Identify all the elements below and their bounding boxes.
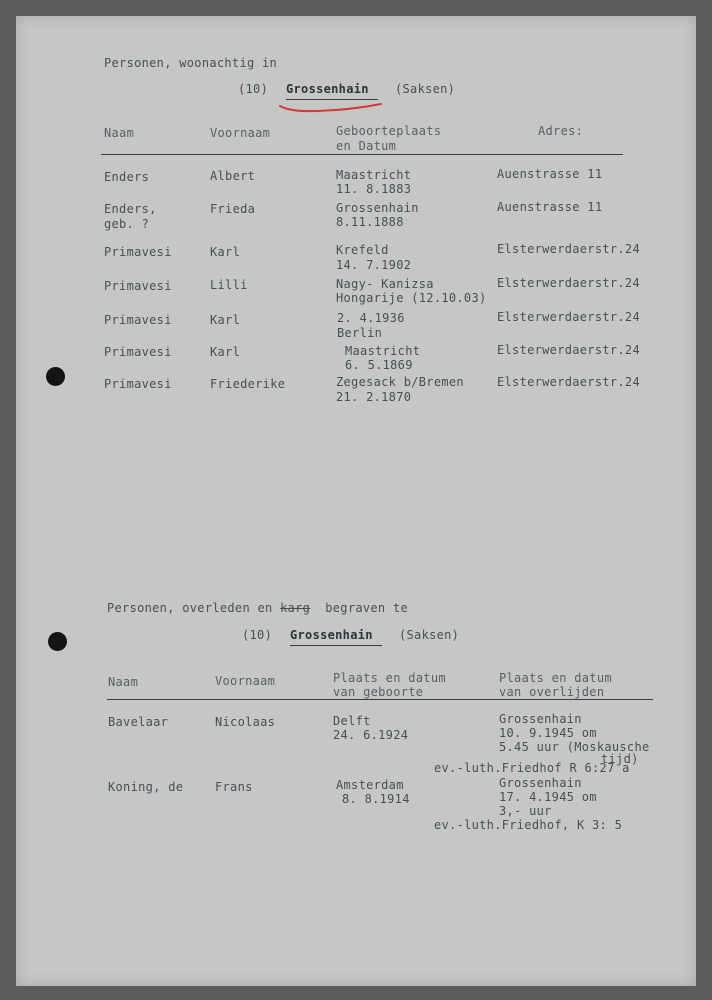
column-header-adres: Adres: — [538, 124, 584, 138]
cell-overlijden-tijd: 5.45 uur (Moskausche — [499, 740, 650, 754]
cell-geboortedatum: 24. 6.1924 — [333, 728, 409, 742]
cell-plaats: Maastricht — [345, 344, 421, 358]
cell-datum: 11. 8.1883 — [336, 182, 412, 196]
cell-begraafplaats: ev.-luth.Friedhof, K 3: 5 — [434, 818, 623, 832]
cell-adres: Elsterwerdaerstr.24 — [497, 343, 640, 357]
place-name-underline — [290, 645, 382, 646]
cell-plaats: Maastricht — [336, 168, 412, 182]
cell-adres: Elsterwerdaerstr.24 — [497, 375, 640, 389]
column-header-naam: Naam — [104, 126, 135, 140]
cell-plaats: Grossenhain — [336, 201, 419, 215]
cell-voornaam: Karl — [210, 313, 241, 327]
struck-word: karg — [280, 601, 311, 615]
column-header-geboorte-1: Geboorteplaats — [336, 124, 442, 138]
cell-begraafplaats: ev.-luth.Friedhof R 6:27 a — [434, 761, 630, 775]
cell-geboortedatum: 8. 8.1914 — [342, 792, 410, 806]
cell-adres: Auenstrasse 11 — [497, 200, 603, 214]
cell-datum: 14. 7.1902 — [336, 258, 412, 272]
cell-adres: Elsterwerdaerstr.24 — [497, 276, 640, 290]
column-header-overlijden-1: Plaats en datum — [499, 671, 612, 685]
section2-place-number: (10) — [242, 628, 273, 642]
cell-overlijden-datum: 17. 4.1945 om — [499, 790, 597, 804]
punch-hole-bottom — [48, 632, 67, 651]
cell-voornaam: Albert — [210, 169, 256, 183]
section2-place-name: Grossenhain — [290, 628, 373, 642]
punch-hole-top — [46, 367, 65, 386]
column-header-geboorte-2: en Datum — [336, 139, 397, 153]
cell-voornaam: Karl — [210, 345, 241, 359]
cell-voornaam: Frans — [215, 780, 253, 794]
column-header-geboorte-2: van geboorte — [333, 685, 424, 699]
cell-plaats: Berlin — [337, 326, 383, 340]
cell-adres: Elsterwerdaerstr.24 — [497, 310, 640, 324]
red-pencil-underline — [278, 100, 384, 114]
section1-place-region: (Saksen) — [395, 82, 456, 96]
cell-adres: Auenstrasse 11 — [497, 167, 603, 181]
cell-naam: Primavesi — [104, 279, 172, 293]
header-rule-1 — [101, 154, 623, 155]
section1-place-name: Grossenhain — [286, 82, 369, 96]
cell-voornaam: Friederike — [210, 377, 286, 391]
section1-place-number: (10) — [238, 82, 269, 96]
cell-overlijden-plaats: Grossenhain — [499, 776, 582, 790]
cell-naam-2: geb. ? — [104, 217, 150, 231]
section2-place-region: (Saksen) — [399, 628, 460, 642]
cell-naam: Enders, — [104, 202, 157, 216]
section1-intro: Personen, woonachtig in — [104, 56, 278, 70]
cell-geboorteplaats: Delft — [333, 714, 371, 728]
cell-overlijden-tijd-2: tijd) — [601, 752, 639, 766]
cell-naam: Primavesi — [104, 377, 172, 391]
cell-geboorteplaats: Amsterdam — [336, 778, 404, 792]
column-header-naam: Naam — [108, 675, 139, 689]
cell-datum: Hongarije (12.10.03) — [336, 291, 487, 305]
cell-datum: 8.11.1888 — [336, 215, 404, 229]
cell-naam: Koning, de — [108, 780, 184, 794]
cell-overlijden-tijd: 3,- uur — [499, 804, 552, 818]
cell-datum: 6. 5.1869 — [345, 358, 413, 372]
cell-voornaam: Frieda — [210, 202, 256, 216]
header-rule-2 — [107, 699, 653, 700]
cell-adres: Elsterwerdaerstr.24 — [497, 242, 640, 256]
cell-plaats: Zegesack b/Bremen — [336, 375, 464, 389]
cell-voornaam: Lilli — [210, 278, 248, 292]
column-header-voornaam: Voornaam — [215, 674, 276, 688]
column-header-overlijden-2: van overlijden — [499, 685, 605, 699]
cell-voornaam: Nicolaas — [215, 715, 276, 729]
column-header-voornaam: Voornaam — [210, 126, 271, 140]
cell-overlijden-datum: 10. 9.1945 om — [499, 726, 597, 740]
cell-voornaam: Karl — [210, 245, 241, 259]
cell-naam: Enders — [104, 170, 150, 184]
section2-intro: Personen, overleden en karg begraven te — [107, 601, 409, 615]
cell-naam: Primavesi — [104, 313, 172, 327]
cell-datum: 21. 2.1870 — [336, 390, 412, 404]
cell-plaats: Krefeld — [336, 243, 389, 257]
column-header-geboorte-1: Plaats en datum — [333, 671, 446, 685]
cell-overlijden-plaats: Grossenhain — [499, 712, 582, 726]
document-page — [16, 16, 696, 986]
cell-plaats: Nagy- Kanizsa — [336, 277, 434, 291]
cell-datum: 2. 4.1936 — [337, 311, 405, 325]
cell-naam: Primavesi — [104, 345, 172, 359]
cell-naam: Bavelaar — [108, 715, 169, 729]
cell-naam: Primavesi — [104, 245, 172, 259]
